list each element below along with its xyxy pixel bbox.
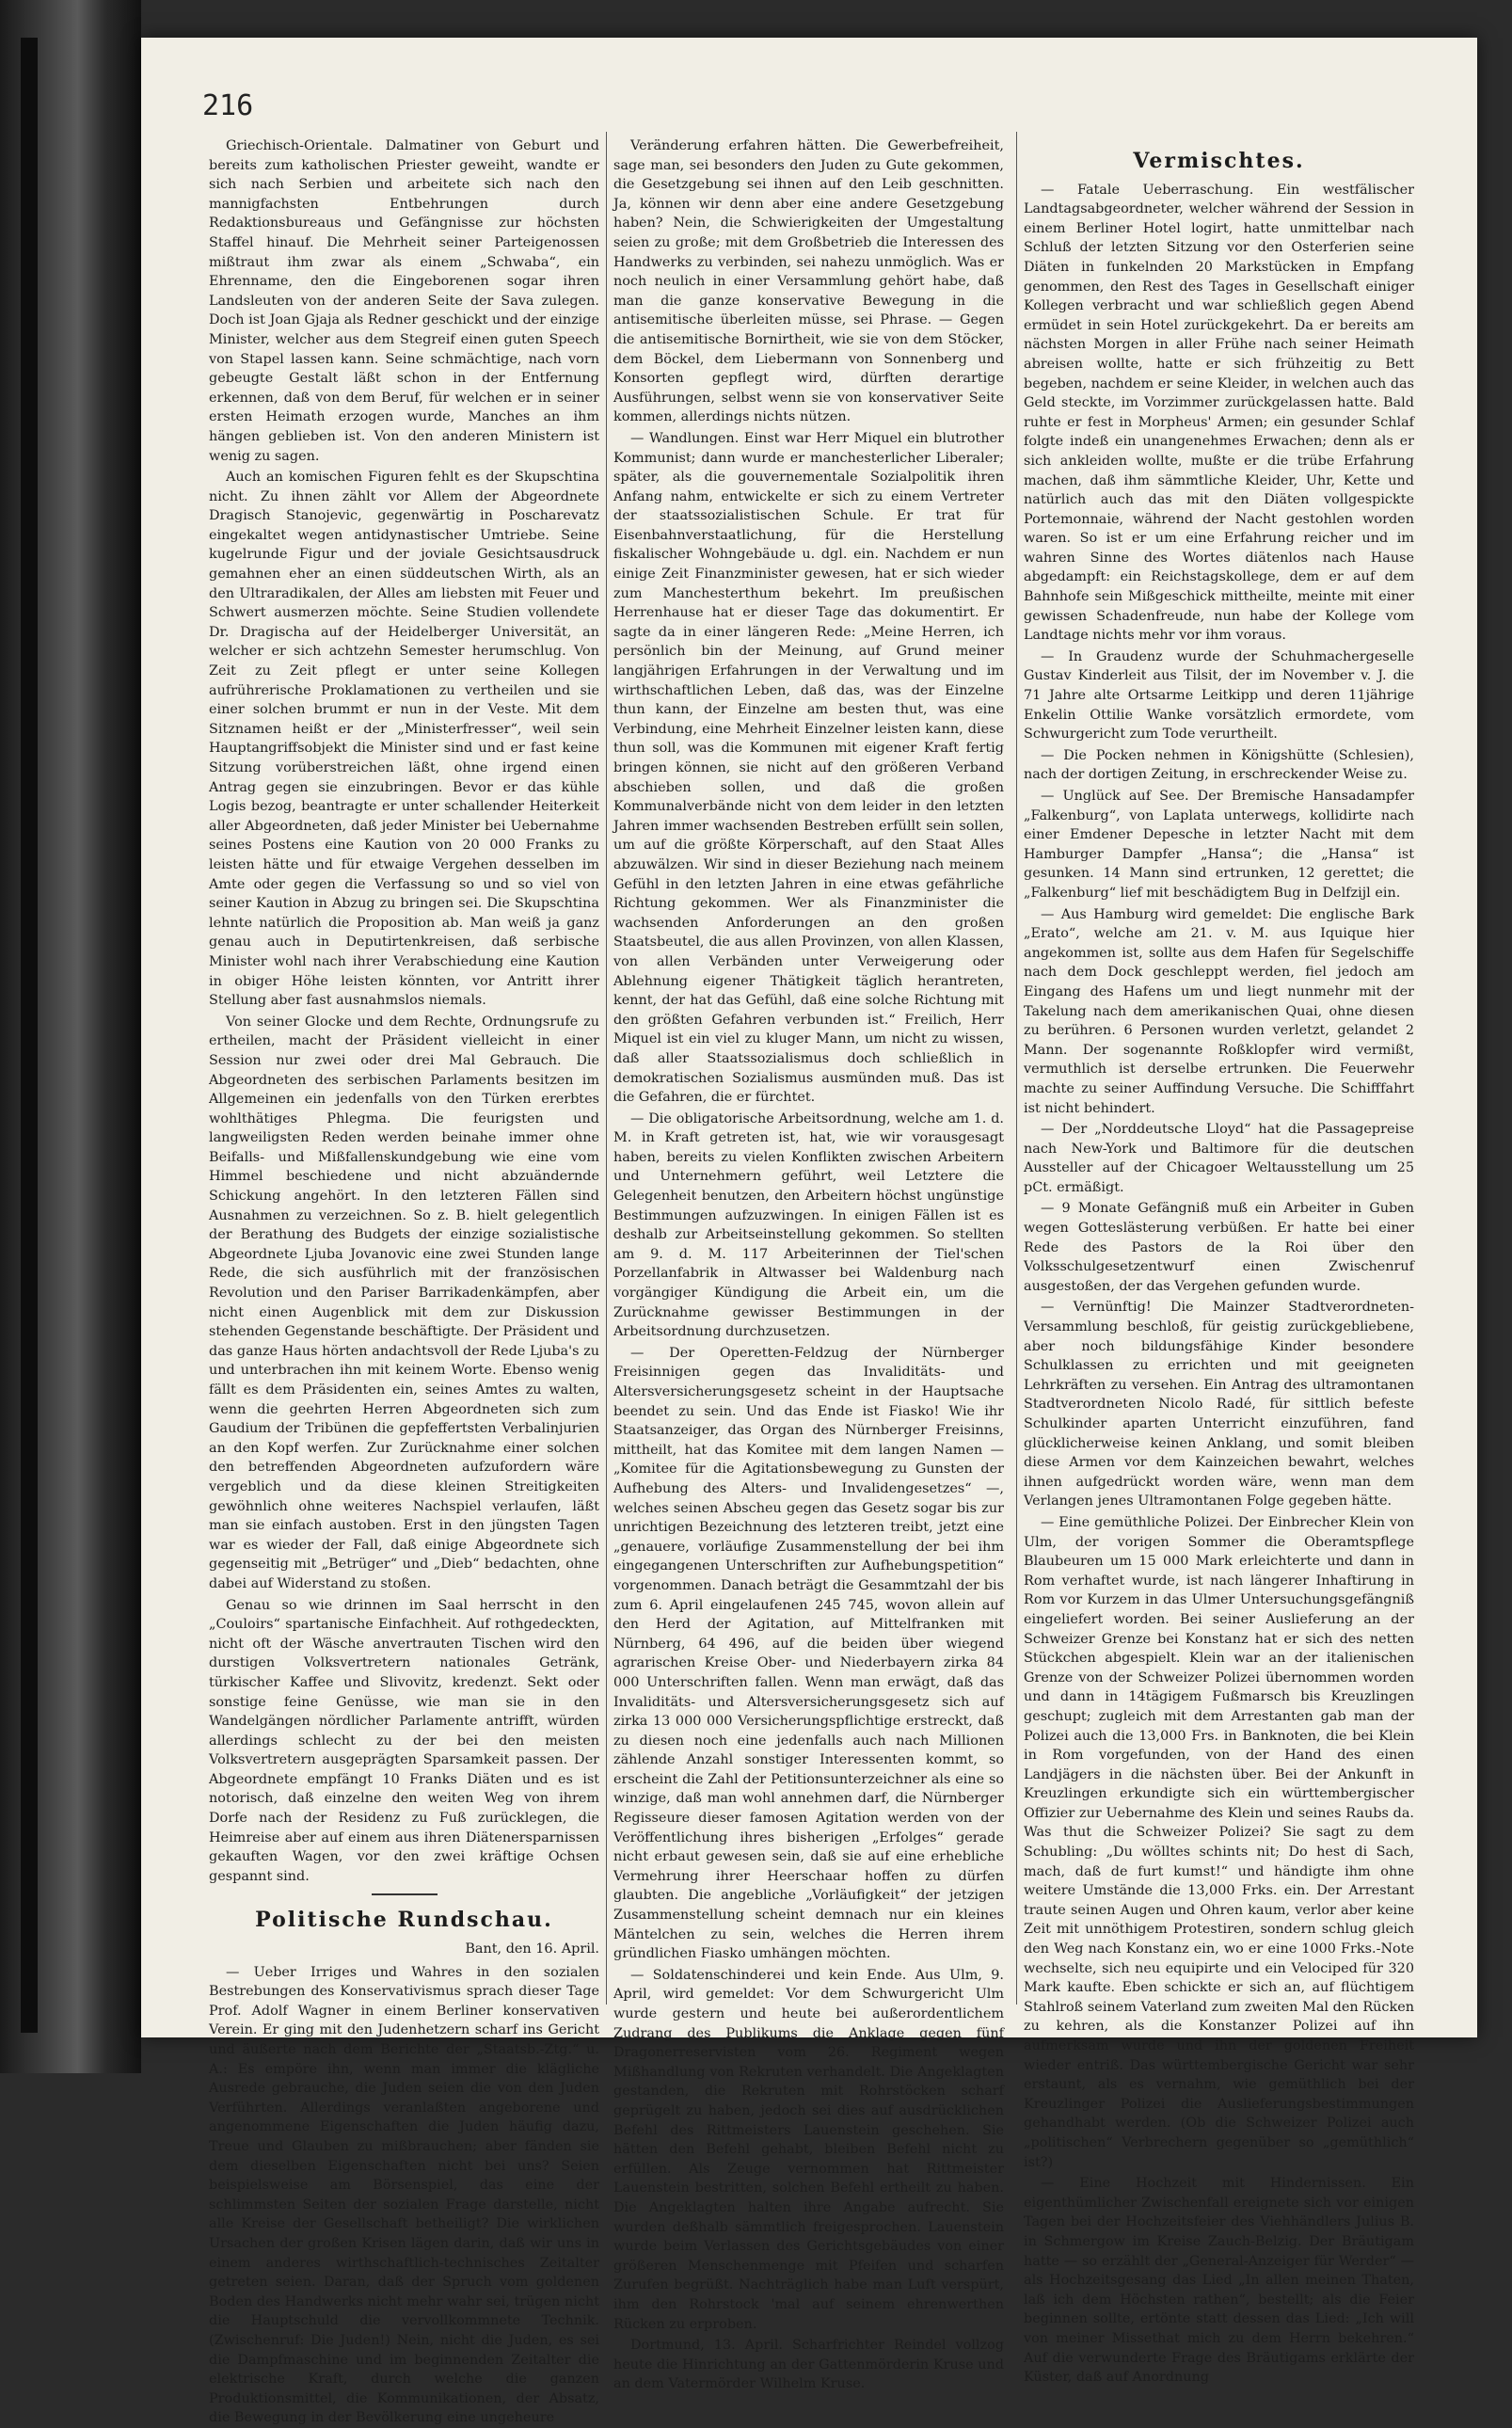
- page-number: 216: [202, 89, 254, 122]
- paragraph: — Eine Hochzeit mit Hindernissen. Ein eigenthümlicher Zwischenfall ereignete sich vor einigen Tagen bei der Hochzeitsfeier des Viehhändlers Julius B. in Schmergow im Kreise Zauch-Belzig. Der Bräutigam hatte — so erzählt der „General-Anzeiger für Werder“ — als Hochzeitsgesang das Lied „In allen meinen Thaten, laß ich dem Höchsten rathen“, bestellt; als die Feier beginnen sollte, ertönte statt dessen das Lied: „Ich will von meiner Missethat mich zu dem Herrn bekehren.“ Auf die verwunderte Frage des Bräutigams erklärte der Küster, daß auf Anordnung: [1024, 2176, 1414, 2386]
- column-1: [209, 136, 599, 2426]
- dateline: Bant, den 16. April.: [465, 1941, 599, 1957]
- paragraph: — In Graudenz wurde der Schuhmachergeselle Gustav Kinderleit aus Tilsit, der im November v. J. die 71 Jahre alte Ortsarme Leitkipp und deren 11jährige Enkelin Ottilie Wanke vorsätzlich ermordete, vom Schwurgericht zum Tode verurtheilt.: [1024, 648, 1414, 743]
- paragraph: — Die Pocken nehmen in Königshütte (Schlesien), nach der dortigen Zeitung, in erschreckender Weise zu.: [1024, 747, 1414, 783]
- paragraph: — Der „Norddeutsche Lloyd“ hat die Passagepreise nach New-York und Baltimore für die deutschen Aussteller auf der Chicagoer Weltausstellung um 25 pCt. ermäßigt.: [1024, 1122, 1414, 1195]
- paragraph: Genau so wie drinnen im Saal herrscht in den „Couloirs“ spartanische Einfachheit. Auf rothgedeckten, nicht oft der Wäsche anvertrauten Tischen wird den durstigen Volksvertretern nationales Getränk, türkischer Kaffee und Slivovitz, kredenzt. Sekt oder sonstige feine Genüsse, wie man sie in den Wandelgängen nördlicher Parlamente antrifft, würden allerdings schlecht zu der bei den meisten Volksvertretern ausgeprägten Sparsamkeit passen. Der Abgeordnete empfängt 10 Franks Diäten und es ist notorisch, daß einzelne den weiten Weg von ihrem Dorfe nach der Residenz zu Fuß zurücklegen, die Heimreise aber auf einem aus ihren Diätenersparnissen gekauften Wagen, vor den zwei kräftige Ochsen gespannt sind.: [209, 1597, 599, 1884]
- paragraph: Von seiner Glocke und dem Rechte, Ordnungsrufe zu ertheilen, macht der Präsident vielleicht in einer Session nur zwei oder drei Mal Gebrauch. Die Abgeordneten des serbischen Parlaments besitzen im Allgemeinen ein jedenfalls von den Türken ererbtes wohlthätiges Phlegma. Die feurigsten und langweiligsten Reden werden beinahe immer ohne Beifalls- und Mißfallenskundgebung wie eine vom Himmel beschiedene und nicht abzuändernde Schickung angehört. In den letzteren Fällen sind Ausnahmen zu verzeichnen. So z. B. hielt gelegentlich der Berathung des Budgets der einzige sozialistische Abgeordnete Ljuba Jovanovic eine zwei Stunden lange Rede, die sich ausführlich mit der französischen Revolution und den Pariser Barrikadenkämpfen, aber nicht einen Augenblick mit dem zur Diskussion stehenden Gegenstande beschäftigte. Der Präsident und das ganze Haus hörten andachtsvoll der Rede Ljuba's zu und unterbrachen ihn mit keinem Worte. Ebenso wenig fällt es dem Präsidenten ein, seines Amtes zu walten, wenn die geehrten Herren Abgeordneten sich zum Gaudium der Tribünen die gepfeffertsten Verbalinjurien an den Kopf werfen. Zur Zurücknahme einer solchen den betreffenden Abgeordneten aufzufordern wäre vergeblich und da diese kleinen Streitigkeiten gewöhnlich ohne weiteres Nachspiel verlaufen, läßt man sie einfach austoben. Erst in den jüngsten Tagen war es wieder der Fall, daß einige Abgeordnete sich gegenseitig mit „Betrüger“ und „Dieb“ bedachten, ohne dabei auf Widerstand zu stoßen.: [209, 1014, 599, 1591]
- paragraph: Auch an komischen Figuren fehlt es der Skupschtina nicht. Zu ihnen zählt vor Allem der Abgeordnete Dragisch Stanojevic, gegenwärtig in Poscharevatz eingekaltet wegen antidynastischer Umtriebe. Seine kugelrunde Figur und der joviale Gesichtsausdruck gemahnen eher an einen süddeutschen Wirth, als an den Ultraradikalen, der Alles am liebsten mit Feuer und Schwert ausmerzen möchte. Seine Studien vollendete Dr. Dragischa auf der Heidelberger Universität, an welcher er sich achtzehn Semester herumschlug. Von Zeit zu Zeit pflegt er unter seine Kollegen aufrührerische Proklamationen zu vertheilen und sie einer solchen brummt er nun in der Veste. Mit dem Sitznamen heißt er der „Ministerfresser“, weil sein Hauptangriffsobjekt die Minister sind und er fast keine Sitzung vorüberstreichen läßt, ohne irgend einen Antrag gegen sie einzubringen. Bevor er das kühle Logis bezog, beantragte er unter schallender Heiterkeit aller Abgeordneten, daß jeder Minister bei Uebernahme seines Postens eine Kaution von 20 000 Franks zu leisten hätte und für etwaige Vergehen desselben im Amte oder gegen die Verfassung so und so viel von seiner Kaution in Abzug zu bringen sei. Die Skupschtina lehnte natürlich die Proposition ab. Man weiß ja ganz genau auch in Deputirtenkreisen, daß serbische Minister wohl nach ihrer Verabschiedung eine Kaution in obiger Höhe leisten könnten, vor Antritt ihrer Stellung aber fast ausnahmslos niemals.: [209, 470, 599, 1009]
- section-heading: Vermischtes.: [1133, 149, 1305, 173]
- paragraph: Veränderung erfahren hätten. Die Gewerbefreiheit, sage man, sei besonders den Juden zu Gute gekommen, die Gesetzgebung sei ihnen auf den Leib geschnitten. Ja, können wir denn aber eine andere Gesetzgebung haben? Nein, die Schwierigkeiten der Umgestaltung seien zu große; mit dem Großbetrieb die Interessen des Handwerks zu verbinden, sei nahezu unmöglich. Was er noch neulich in einer Versammlung gehört habe, daß man die ganze konservative Bewegung in die antisemitische überleiten müsse, sei Phrase. — Gegen die antisemitische Bornirtheit, wie sie von dem Stöcker, dem Böckel, dem Liebermann von Sonnenberg und Konsorten gepflegt wird, dürften derartige Ausführungen, selbst wenn sie von konservativer Seite kommen, allerdings nichts nützen.: [613, 138, 1004, 425]
- paragraph: — Die obligatorische Arbeitsordnung, welche am 1. d. M. in Kraft getreten ist, hat, wie wir vorausgesagt haben, bereits zu vielen Konflikten zwischen Arbeitern und Unternehmern geführt, weil Letztere die Gelegenheit benutzen, den Arbeitern höchst ungünstige Bestimmungen aufzuzwingen. In einigen Fällen ist es deshalb zur Arbeitseinstellung gekommen. So stellten am 9. d. M. 117 Arbeiterinnen der Tiel'schen Porzellanfabrik in Altwasser bei Waldenburg nach vorgängiger Kündigung die Arbeit ein, um die Zurücknahme gewisser Bestimmungen in der Arbeitsordnung durchzusetzen.: [613, 1110, 1004, 1340]
- paragraph: — Wandlungen. Einst war Herr Miquel ein blutrother Kommunist; dann wurde er manchesterlicher Liberaler; später, als die gouvernementale Sozialpolitik ihren Anfang nahm, entwickelte er sich zu einem Vertreter der staatssozialistischen Schule. Er trat für Eisenbahnverstaatlichung, für die Herstellung fiskalischer Wohngebäude u. dgl. ein. Nachdem er nun einige Zeit Finanzminister gewesen, hat er sich wieder zum Manchesterthum bekehrt. Im preußischen Herrenhause hat er dieser Tage das dokumentirt. Er sagte da in einer längeren Rede: „Meine Herren, ich persönlich bin der Meinung, auf Grund meiner langjährigen Erfahrungen in der Verwaltung und im wirthschaftlichen Leben, daß das, was der Einzelne thun kann, der Einzelne am besten thut, was eine Verbindung, eine Mehrheit Einzelner leisten kann, diese thun soll, was die Kommunen mit eigener Kraft fertig bringen können, sie nicht auf den größeren Verband abschieben sollen, und daß die großen Kommunalverbände nicht von dem leider in den letzten Jahren immer wachsenden Bestreben erfüllt sein sollen, um auf die größte Körperschaft, auf den Staat Alles abzuwälzen. Wir sind in dieser Beziehung nach meinem Gefühl in den letzten Jahren in eine etwas gefährliche Richtung gekommen. Wer als Finanzminister die wachsenden Anforderungen an den großen Staatsbeutel, die aus allen Provinzen, von allen Klassen, von allen Verbänden unter Verweigerung oder Ablehnung eigener Thätigkeit täglich herantreten, kennt, der hat das Gefühl, daß eine solche Richtung mit den größten Gefahren verbunden ist.“ Freilich, Herr Miquel ist ein viel zu kluger Mann, um nicht zu wissen, daß aller Staatssozialismus doch schließlich in demokratischen Sozialismus ausmünden muß. Das ist die Gefahren, die er fürchtet.: [613, 430, 1004, 1106]
- section-divider: [372, 1893, 438, 1895]
- column-rule: [1016, 132, 1017, 2005]
- column-3: [1024, 136, 1414, 2386]
- newspaper-page: [141, 38, 1477, 2426]
- paragraph: — Unglück auf See. Der Bremische Hansadampfer „Falkenburg“, von Laplata unterwegs, kollidirte nach einer Emdener Depesche in letzter Nacht mit dem Hamburger Dampfer „Hansa“; die „Hansa“ ist gesunken. 14 Mann sind ertrunken, 12 gerettet; die „Falkenburg“ lief mit beschädigtem Bug in Delfzijl ein.: [1024, 789, 1414, 901]
- paragraph: — Ueber Irriges und Wahres in den sozialen Bestrebungen des Konservativismus sprach dieser Tage Prof. Adolf Wagner in einem Berliner konservativen Verein. Er ging mit den Judenhetzern scharf ins Gericht und äußerte nach dem Berichte der „Staatsb.-Ztg.“ u. A.: Es empöre ihn, wenn man immer die klägliche Ausrede gebrauche, die Juden seien die von den Juden Verführten. Allerdings veranlaßten angeborene und angenommene Eigenschaften die Juden häufig dazu, Treue und Glauben zu mißbrauchen; aber fänden sie dem dieselben Eigenschaften nicht bei uns? Seien beispielsweise am Börsenspiel, das eine der schlimmsten Seiten der sozialen Frage darstelle, nicht alle Kreise der Gesellschaft betheiligt? Die wirklichen Ursachen der großen Krisen lägen darin, daß wir uns in einem anderes wirthschaftlich-technisches Zeitalter getreten seien. Daran, daß der Spruch vom goldenen Boden des Handwerks nicht mehr wahr sei, trügen nicht die Hauptschuld die vervollkommnete Technik. (Zwischenruf: Die Juden!) Nein, nicht die Juden, es sei die Dampfmaschine und im beginnenden Zeitalter die elektrische Kraft, durch welche die ganzen Produktionsmittel, die Kommunikationen, der Absatz, die Bewegung in der Bevölkerung eine ungeheure: [209, 1964, 599, 2426]
- paragraph: — Der Operetten-Feldzug der Nürnberger Freisinnigen gegen das Invaliditäts- und Altersversicherungsgesetz scheint in der Hauptsache beendet zu sein. Und das Ende ist Fiasko! Wie ihr Staatsanzeiger, das Organ des Nürnberger Freisinns, mittheilt, hat das Komitee mit dem langen Namen — „Komitee für die Agitationsbewegung zu Gunsten der Aufhebung des Alters- und Invalidengesetzes“ —, welches seinen Abscheu gegen das Gesetz sogar bis zur unrichtigen Bezeichnung des letzteren treibt, jetzt eine „genauere, vorläufige Zusammenstellung der bei ihm eingegangenen Unterschriften zur Aufhebungspetition“ vorgenommen. Danach beträgt die Gesammtzahl der bis zum 6. April eingelaufenen 245 745, wovon allein auf den Herd der Agitation, auf Mittelfranken mit Nürnberg, 64 496, auf die beiden über wiegend agrarischen Kreise Ober- und Niederbayern zirka 84 000 Unterschriften fallen. Wenn man erwägt, daß das Invaliditäts- und Altersversicherungsgesetz sich auf zirka 13 000 000 Versicherungspflichtige erstreckt, daß zu diesen noch eine jedenfalls auch nach Millionen zählende Anzahl sonstiger Interessenten kommt, so erscheint die Zahl der Petitionsunterzeichner als eine so winzige, daß man wohl annehmen darf, die Nürnberger Regisseure dieser famosen Agitation werden von der Veröffentlichung ihres bisherigen „Erfolges“ gerade nicht erbaut gewesen sein, daß sie auf eine erhebliche Vermehrung ihrer Heerschaar hoffen zu dürfen glaubten. Die angebliche „Vorläufigkeit“ der jetzigen Zusammenstellung scheint demnach nur ein kleines Mäntelchen zu sein, welches die Herren ihrem gründlichen Fiasko umhängen möchten.: [613, 1345, 1004, 1962]
- column-rule: [606, 132, 607, 2005]
- section-heading: Politische Rundschau.: [255, 1908, 553, 1933]
- paragraph: — 9 Monate Gefängniß muß ein Arbeiter in Guben wegen Gotteslästerung verbüßen. Er hatte bei einer Rede des Pastors de la Roi über den Volksschulgesetzentwurf einen Zwischenruf ausgestoßen, der das Vergehen gefunden wurde.: [1024, 1201, 1414, 1294]
- paragraph: Dortmund, 13. April. Scharfrichter Reindel vollzog heute die Hinrichtung an der Gattenmörderin Kruse und an dem Vatermörder Wilhelm Kruse.: [613, 2338, 1004, 2392]
- book-binding: [0, 0, 141, 2073]
- paragraph: — Aus Hamburg wird gemeldet: Die englische Bark „Erato“, welche am 21. v. M. aus Iquique hier angekommen ist, sollte aus dem Hafen für Segelschiffe nach dem Dock geschleppt werden, fiel jedoch am Eingang des Hafens um und liegt nunmehr mit der Takelung nach dem amerikanischen Quai, ohne diesen zu berühren. 6 Personen wurden verletzt, gelandet 2 Mann. Der sogenannte Roßklopfer wird vermißt, vermuthlich ist derselbe ertrunken. Die Feuerwehr machte zu seiner Auffindung Versuche. Die Schifffahrt ist nicht behindert.: [1024, 906, 1414, 1116]
- column-2: [613, 136, 1004, 2392]
- paragraph: Griechisch-Orientale. Dalmatiner von Geburt und bereits zum katholischen Priester geweiht, wandte er sich nach Serbien und arbeitete sich nach den mannigfachsten Entbehrungen durch Redaktionsbureaus und Gefängnisse zur höchsten Staffel hinauf. Die Mehrheit seiner Parteigenossen mißtraut ihm zwar als einem „Schwaba“, ein Ehrenname, den die Eingeborenen sogar ihren Landsleuten von der anderen Seite der Sava zulegen. Doch ist Joan Gjaja als Redner geschickt und der einzige Minister, welcher aus dem Stegreif einen guten Speech von Stapel lassen kann. Seine schmächtige, nach vorn gebeugte Gestalt läßt schon in der Entfernung erkennen, daß von dem Beruf, für welchen er in seiner ersten Heimath erzogen wurde, Manches an ihm hängen geblieben ist. Von den anderen Ministern ist wenig zu sagen.: [209, 138, 599, 464]
- paragraph: — Vernünftig! Die Mainzer Stadtverordneten-Versammlung beschloß, für geistig zurückgebliebene, aber noch bildungsfähige Kinder besondere Schulklassen zu errichten und mit geeigneten Lehrkräften zu versehen. Ein Antrag des ultramontanen Stadtverordneten Nicolo Radé, für sittlich befeste Schulkinder aparten Unterricht einzuführen, fand glücklicherweise keinen Anklang, und somit bleiben diese Armen vor dem Kainzeichen bewahrt, welches ihnen aufgedrückt worden wäre, wenn man dem Verlangen jenes Ultramontanen Folge gegeben hätte.: [1024, 1300, 1414, 1510]
- binding-ribbon: [21, 38, 38, 2033]
- paragraph: — Soldatenschinderei und kein Ende. Aus Ulm, 9. April, wird gemeldet: Vor dem Schwurgericht Ulm wurde gestern und heute bei außerordentlichem Zudrang des Publikums die Anklage gegen fünf Dragonerreservisten vom 26. Regiment wegen Mißhandlung von Rekruten verhandelt. Die Angeklagten gestanden, die Rekruten mit Rohrstöcken scharf geprügelt zu haben, jedoch sei dies auf ausdrücklichen Befehl des Rittmeisters Lauenstein geschehen. Sie hätten den Befehl gehabt, bleiben Befehl nicht zu erfüllen. Als Zeuge vernommen hat Rittmeister Lauenstein bestritten, solchen Befehl ertheilt zu haben. Die Angeklagten halten ihre Angabe aufrecht. Sie wurden deßhalb sämmtlich freigesprochen. Lauenstein wurde beim Verlassen des Gerichtsgebäudes von einer größeren Menschenmenge mit Pfeifen und scharfen Zurufen begrüßt. Nachträglich habe man Luft verspürt, ihm den Rohrstock 'mal auf seinem ehrenwerthen Rücken zu erproben.: [613, 1967, 1004, 2332]
- paragraph: — Fatale Ueberraschung. Ein westfälischer Landtagsabgeordneter, welcher während der Session in einem Berliner Hotel logirt, hatte unmittelbar nach Schluß der letzten Sitzung vor den Osterferien seine Diäten in funkelnden 20 Markstücken in Empfang genommen, den Rest des Tages in Gesellschaft einiger Kollegen verbracht und war schließlich gegen Abend ermüdet in sein Hotel zurückgekehrt. Da er bereits am nächsten Morgen in aller Frühe nach seiner Heimath abreisen wollte, hatte er sich frühzeitig zu Bett begeben, nachdem er seine Kleider, in welchen auch das Geld steckte, im Vorzimmer zurückgelassen hatte. Bald ruhte er fest in Morpheus' Armen; ein gesunder Schlaf folgte indeß ein unangenehmes Erwachen; denn als er sich ankleiden wollte, mußte er die trübe Erfahrung machen, daß ihm sämmtliche Kleider, Uhr, Kette und natürlich auch das mit den Diäten vollgespickte Portemonnaie, während der Nacht gestohlen worden waren. So ist er um eine Erfahrung reicher und im wahren Sinne des Wortes diätenlos nach Hause abgedampft: ein Reichstagskollege, dem er auf dem Bahnhofe sein Mißgeschick mittheilte, meinte mit einer gewissen Schadenfreude, nun habe der Kollege vom Landtage nichts mehr vor ihm voraus.: [1024, 182, 1414, 644]
- paragraph: — Eine gemüthliche Polizei. Der Einbrecher Klein von Ulm, der vorigen Sommer die Oberamtspflege Blaubeuren um 15 000 Mark erleichterte und dann in Rom verhaftet wurde, ist nach längerer Inhaftirung in Rom vor Kurzem in das Ulmer Untersuchungsgefängniß eingeliefert worden. Bei seiner Auslieferung an der Schweizer Grenze bei Konstanz hat er sich des netten Stückchen abgespielt. Klein war an der italienischen Grenze von der Schweizer Polizei übernommen worden und dann in 14tägigem Fußmarsch bis Kreuzlingen geschupt; zugleich mit dem Arrestanten gab man der Polizei auch die 13,000 Frs. in Banknoten, die bei Klein in Rom vorgefunden, von der Hand des einen Landjägers in die nächsten über. Bei der Ankunft in Kreuzlingen erkundigte sich ein württembergischer Offizier zur Uebernahme des Klein und seines Raubs da. Was thut die Schweizer Polizei? Sie sagt zu dem Schubling: „Du wölltes schints nit; Do hest di Sach, mach, daß de furt kumst!“ und händigte ihm ohne weitere Umstände die 13,000 Frks. ein. Der Arrestant traute seinen Augen und Ohren kaum, verlor aber keine Zeit mit unnöthigem Protestiren, sondern schlug gleich den Weg nach Konstanz ein, wo er eine 1000 Frks.-Note wechselte, sich neu equipirte und ein Velociped für 320 Mark kaufte. Eben schickte er sich an, auf flüchtigem Stahlroß seinem Vaterland zum zweiten Mal den Rücken zu kehren, als die Konstanzer Polizei auf ihn aufmerksam wurde und ihn der goldenen Freiheit wieder entriß. Das württembergische Gericht war sehr erstaunt, als es vernahm, wie gemüthlich bei der Kreuzlinger Polizei die Auslieferungsbestimmungen gehandhabt werden. (Ob die Schweizer Polizei auch „politischen“ Verbrechern gegenüber so „gemüthlich“ ist?): [1024, 1514, 1414, 2170]
